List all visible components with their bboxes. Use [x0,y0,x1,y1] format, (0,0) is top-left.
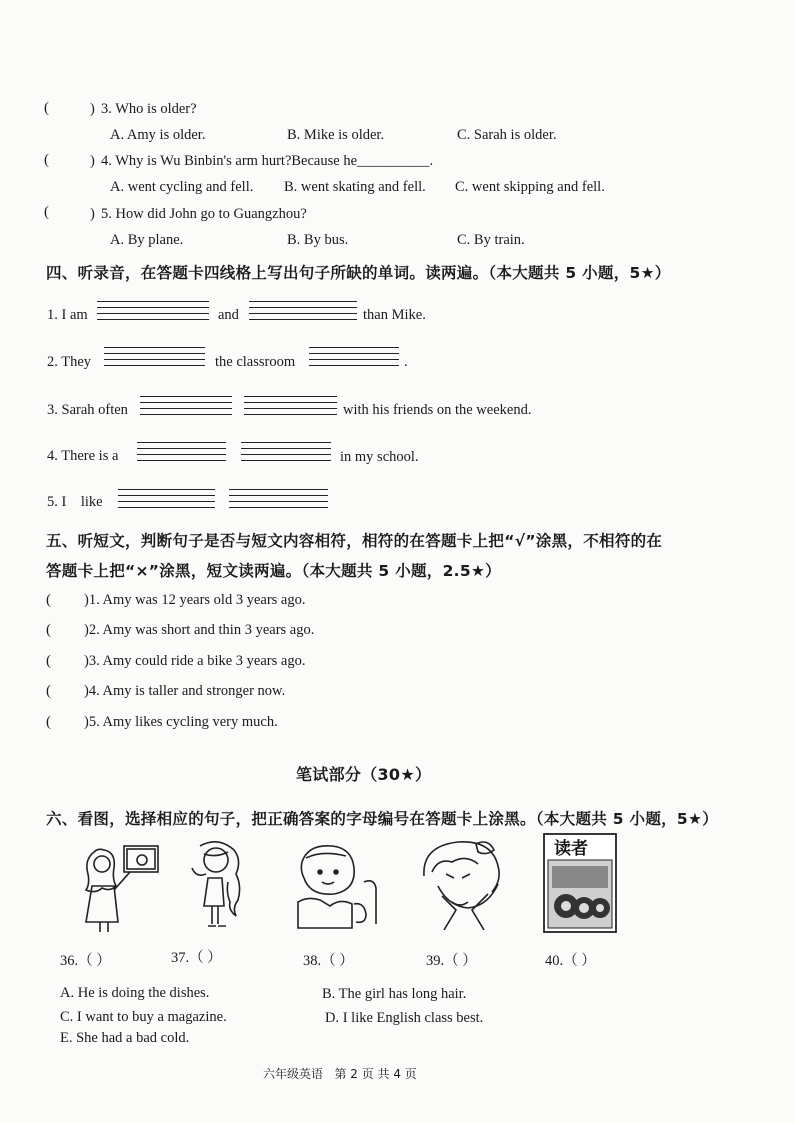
sentence-part: the classroom [215,354,296,370]
option-a: A. went cycling and fell. [110,179,254,195]
option-b: B. Mike is older. [287,127,385,143]
section6-title: 六、看图，选择相应的句子，把正确答案的字母编号在答题卡上涂黑。（本大题共 5 小题，5★） [46,810,719,828]
sentence-part: 3. Sarah often [47,402,128,418]
statement: )2. Amy was short and thin 3 years ago. [84,622,315,638]
sentence-part: and [218,307,239,323]
magazine-picture [542,832,618,934]
girl-bad-cold-picture [416,836,516,934]
section6-option-a: A. He is doing the dishes. [60,985,210,1001]
answer-paren-open: ( [46,683,51,699]
option-c: C. By train. [457,232,525,248]
answer-slot-36[interactable]: 36.（ ） [60,953,111,969]
answer-slot-40[interactable]: 40.（ ） [545,953,596,969]
answer-paren-close: ) [90,153,95,169]
answer-paren-open: ( [44,204,49,220]
written-part-title: 笔试部分（30★） [296,765,432,784]
magazine-title: 读者 [554,839,588,859]
section4-title: 四、听录音，在答题卡四线格上写出句子所缺的单词。读两遍。（本大题共 5 小题，5★） [46,264,671,282]
sentence-part: than Mike. [363,307,426,323]
boy-doing-dishes-picture [292,842,384,934]
answer-paren-close: ) [90,206,95,222]
answer-paren-open: ( [46,622,51,638]
answer-paren-close: ) [90,101,95,117]
section6-option-c: C. I want to buy a magazine. [60,1009,227,1025]
question-text: 3. Who is older? [101,101,197,117]
sentence-part: 1. I am [47,307,88,323]
answer-slot-38[interactable]: 38.（ ） [303,953,354,969]
option-a: A. By plane. [110,232,184,248]
girl-long-hair-picture [178,836,258,932]
statement: )4. Amy is taller and stronger now. [84,683,286,699]
option-a: A. Amy is older. [110,127,206,143]
section6-option-e: E. She had a bad cold. [60,1030,190,1046]
section5-title-line2: 答题卡上把“×”涂黑，短文读两遍。（本大题共 5 小题，2.5★） [46,562,501,580]
answer-paren-open: ( [44,100,49,116]
sentence-part: in my school. [340,449,419,465]
sentence-part: with his friends on the weekend. [343,402,532,418]
answer-slot-39[interactable]: 39.（ ） [426,953,477,969]
page-footer: 六年级英语 第 2 页 共 4 页 [263,1067,417,1081]
statement: )3. Amy could ride a bike 3 years ago. [84,653,306,669]
section6-option-d: D. I like English class best. [325,1010,484,1026]
option-b: B. By bus. [287,232,349,248]
section5-title-line1: 五、听短文，判断句子是否与短文内容相符，相符的在答题卡上把“√”涂黑，不相符的在 [46,532,663,550]
answer-paren-open: ( [46,653,51,669]
statement: )1. Amy was 12 years old 3 years ago. [84,592,306,608]
sentence-part: 4. There is a [47,448,119,464]
answer-slot-37[interactable]: 37.（ ） [171,950,222,966]
sentence-part: 2. They [47,354,92,370]
question-text: 4. Why is Wu Binbin's arm hurt?Because he__________. [101,153,434,169]
option-c: C. Sarah is older. [457,127,557,143]
option-b: B. went skating and fell. [284,179,426,195]
section6-option-b: B. The girl has long hair. [322,986,467,1002]
answer-paren-open: ( [46,714,51,730]
answer-paren-open: ( [46,592,51,608]
sentence-part: . [404,354,408,370]
option-c: C. went skipping and fell. [455,179,605,195]
teacher-at-board-picture [72,834,162,934]
statement: )5. Amy likes cycling very much. [84,714,278,730]
sentence-part: 5. I like [47,494,103,510]
question-text: 5. How did John go to Guangzhou? [101,206,307,222]
answer-paren-open: ( [44,152,49,168]
